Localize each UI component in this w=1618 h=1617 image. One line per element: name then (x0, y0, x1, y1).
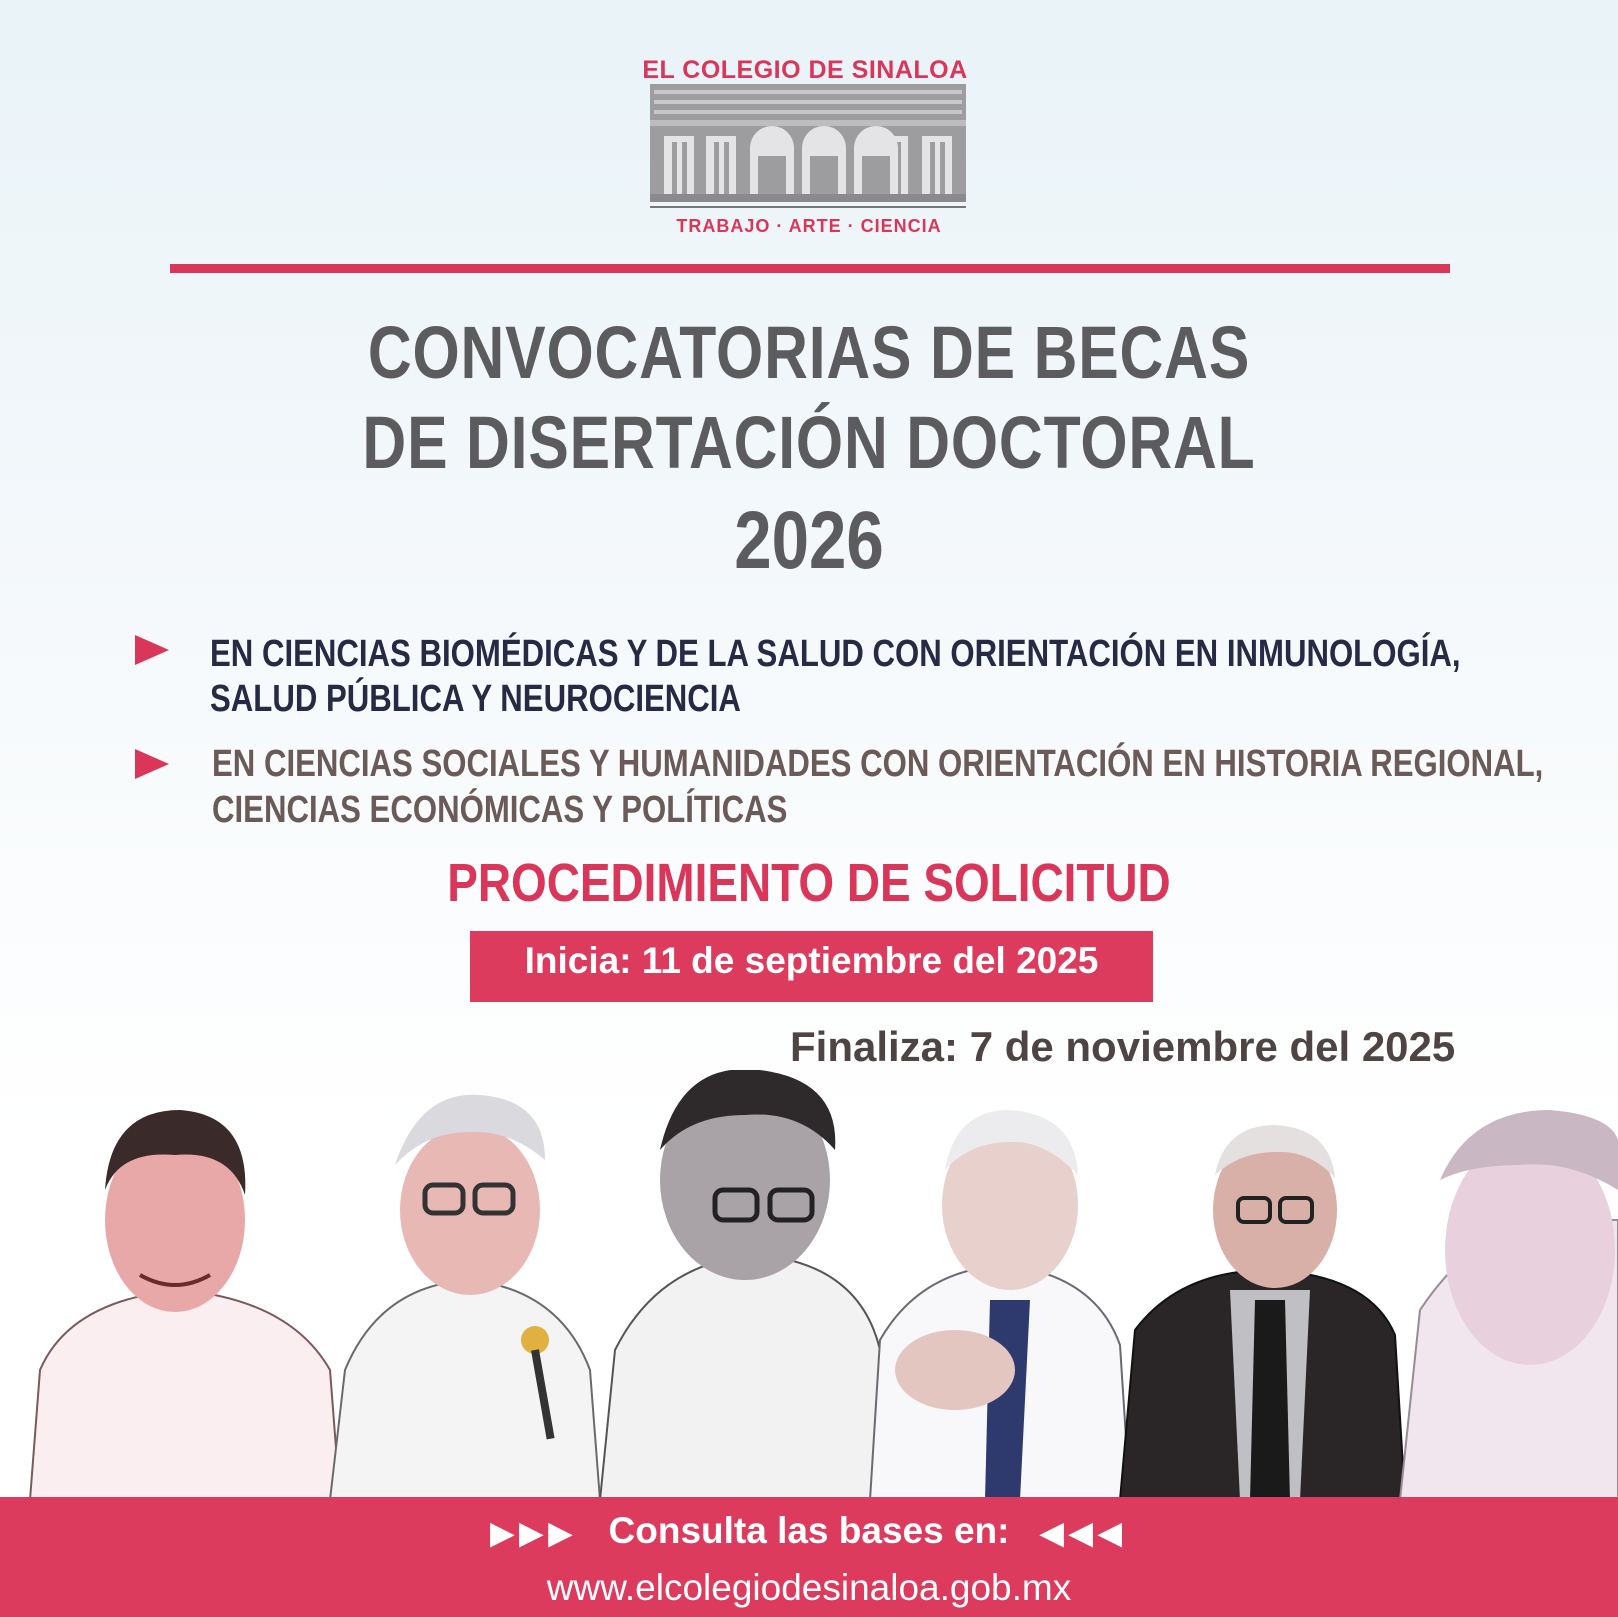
title-line-1: CONVOCATORIAS DE BECAS (367, 311, 1251, 394)
title-year: 2026 (734, 495, 884, 586)
portrait-3 (600, 1070, 890, 1500)
portrait-4 (870, 1110, 1130, 1500)
portrait-5 (1120, 1125, 1405, 1500)
right-arrows-icon: ▶▶▶ (490, 1517, 578, 1550)
program-2-line-1: EN CIENCIAS SOCIALES Y HUMANIDADES CON ORIENTACIÓN EN HISTORIA REGIONAL, (212, 743, 1544, 785)
bullet-arrow-icon (135, 635, 169, 665)
building-logo-icon (650, 84, 966, 210)
title-line-2: DE DISERTACIÓN DOCTORAL (362, 401, 1256, 484)
procedure-title: PROCEDIMIENTO DE SOLICITUD (447, 853, 1171, 913)
portrait-1 (30, 1110, 340, 1500)
website-link[interactable]: www.elcolegiodesinaloa.gob.mx (546, 1567, 1072, 1608)
program-2-line-2: CIENCIAS ECONÓMICAS Y POLÍTICAS (212, 789, 788, 831)
consulta-text: Consulta las bases en: (608, 1510, 1010, 1551)
program-1-line-2: SALUD PÚBLICA Y NEUROCIENCIA (210, 678, 741, 720)
portrait-6 (1400, 1110, 1618, 1500)
institution-name: EL COLEGIO DE SINALOA (642, 56, 968, 84)
left-arrows-icon: ◀◀◀ (1040, 1517, 1128, 1550)
institution-motto: TRABAJO · ARTE · CIENCIA (676, 216, 942, 236)
end-date: Finaliza: 7 de noviembre del 2025 (790, 1023, 1456, 1070)
portraits-illustration (0, 1070, 1618, 1500)
program-1-line-1: EN CIENCIAS BIOMÉDICAS Y DE LA SALUD CON ORIENTACIÓN EN INMUNOLOGÍA, (210, 633, 1461, 675)
portrait-2 (330, 1095, 600, 1500)
start-date: Inicia: 11 de septiembre del 2025 (524, 940, 1099, 981)
header-divider (170, 264, 1450, 273)
bullet-arrow-icon (135, 749, 169, 779)
footer-consulta (0, 1510, 1618, 1552)
